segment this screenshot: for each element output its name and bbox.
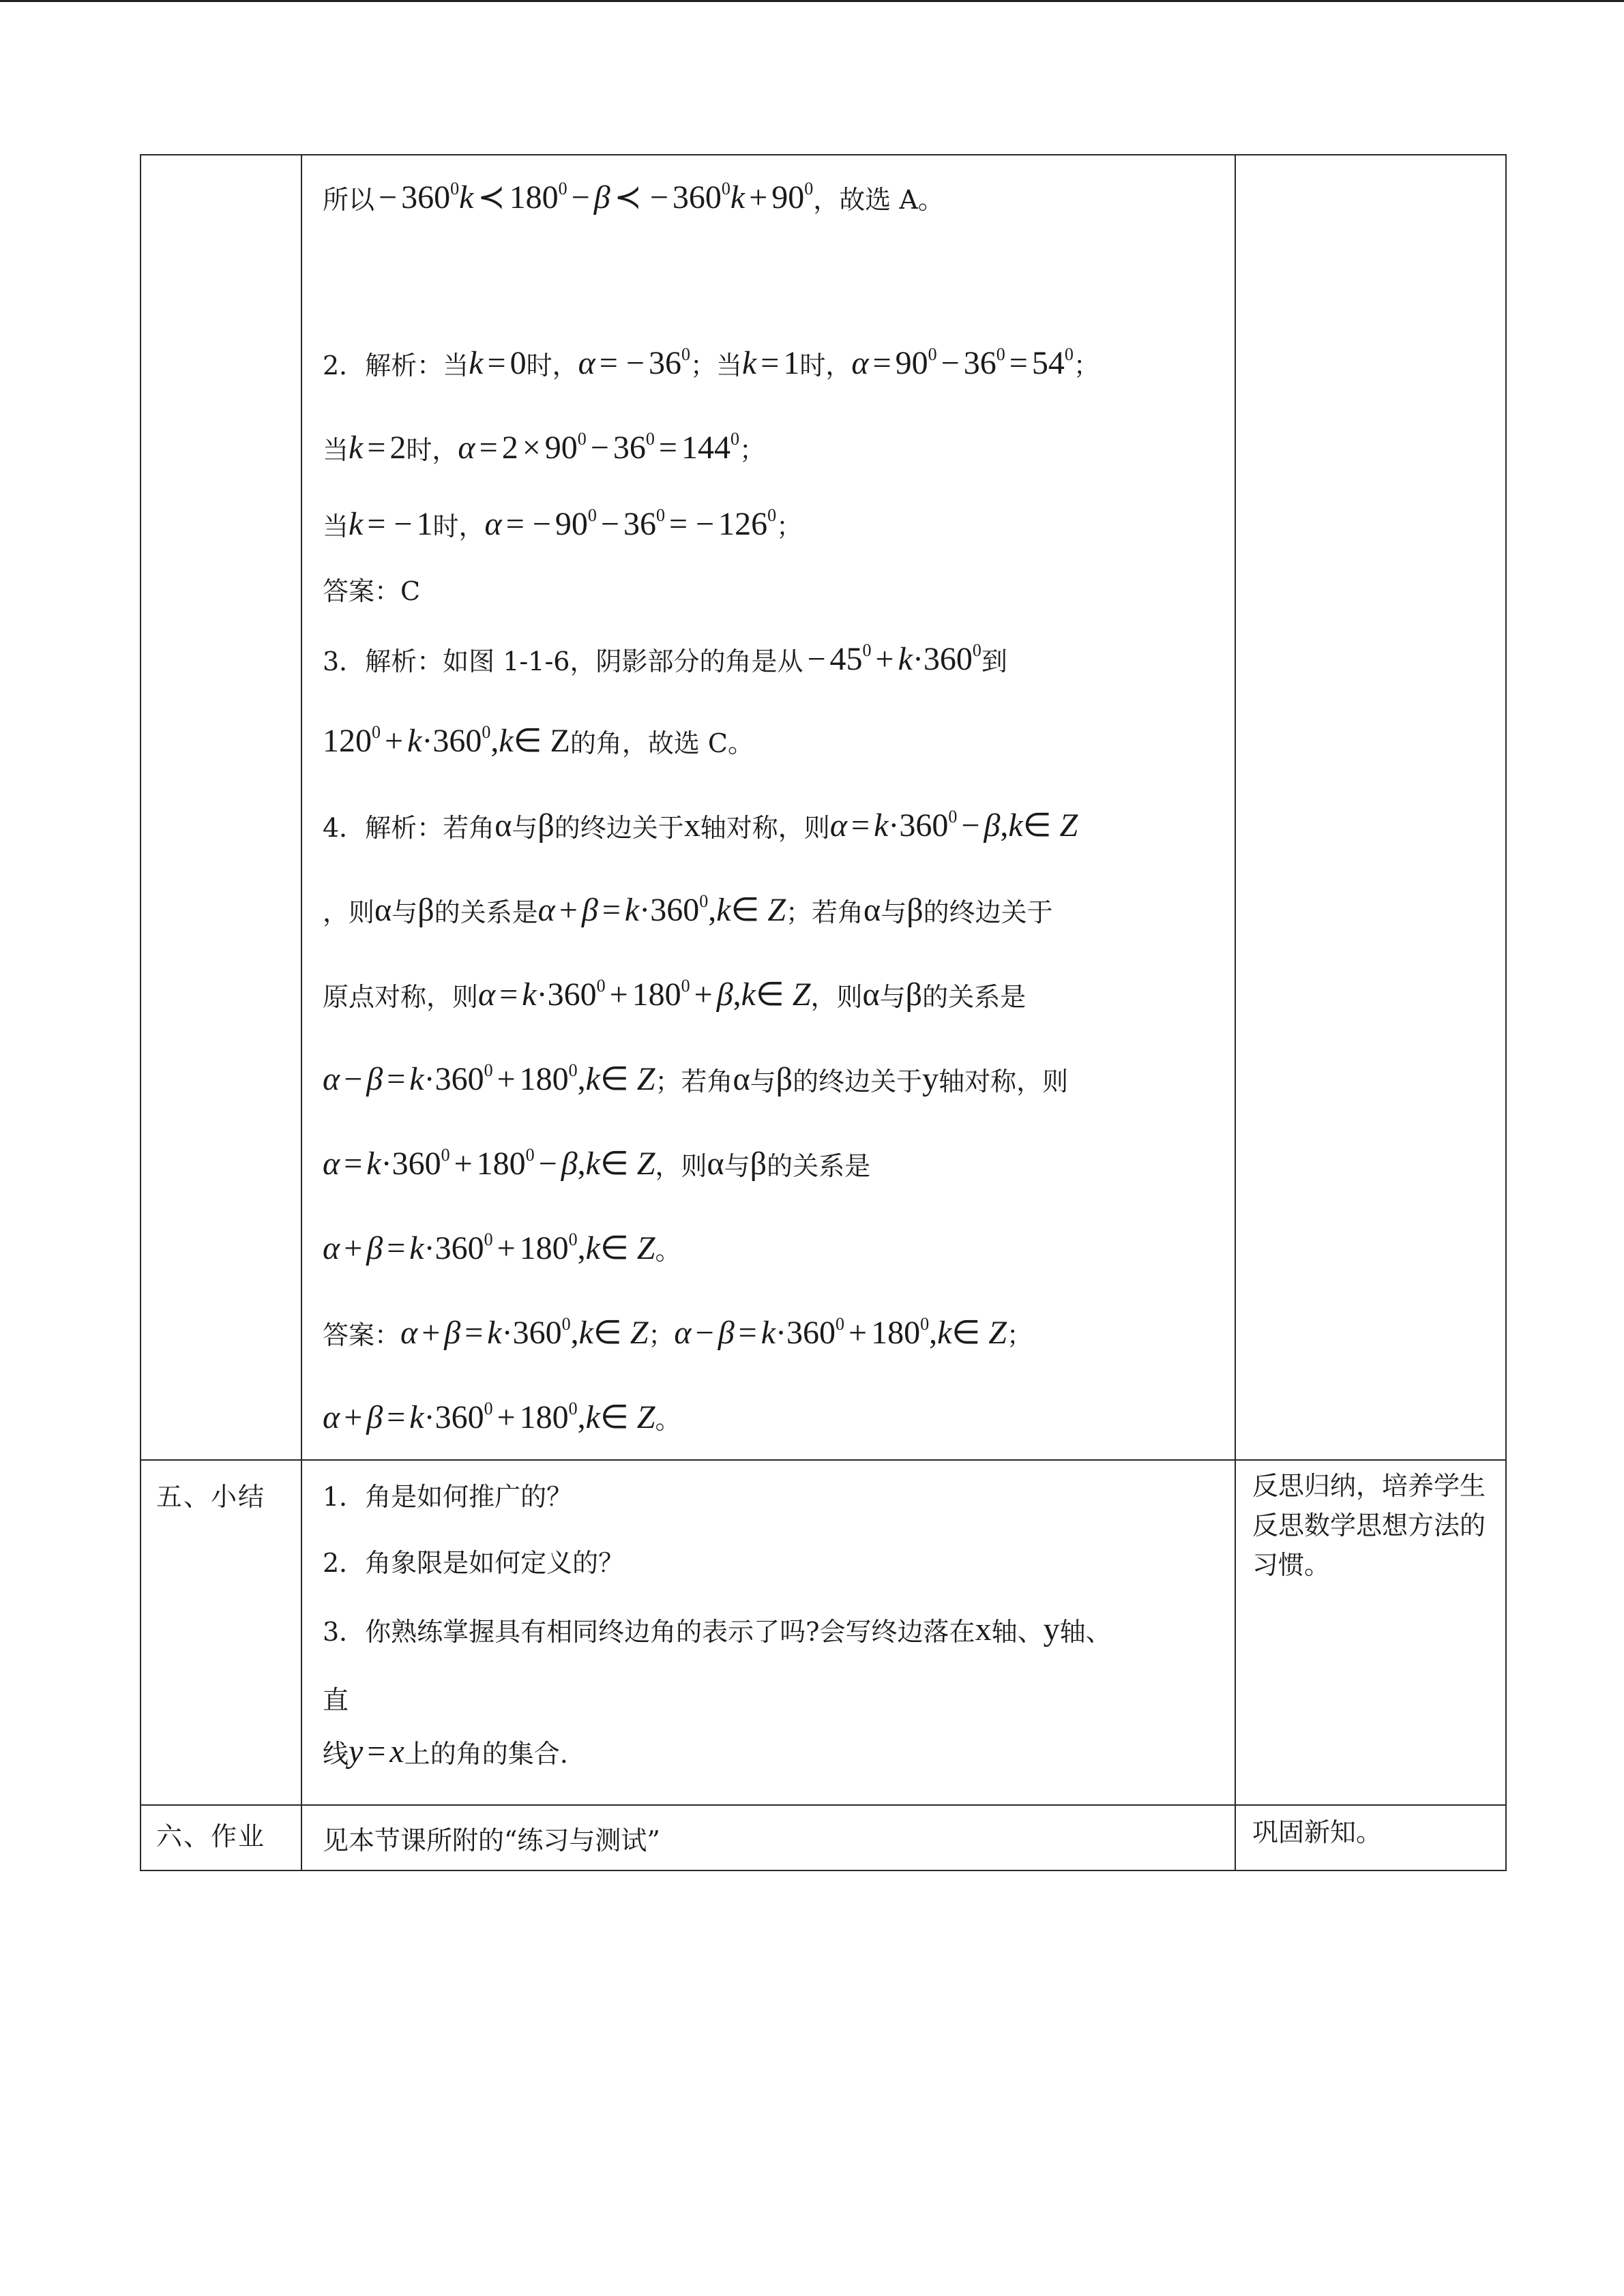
text-line: $\alpha - \beta = k\cdot 360^0$ + $180^0,k\in$ Z ；若角 α 与 β 的终边关于 y 轴对称，则 — [323, 1060, 1069, 1097]
text-line: $\alpha = k\cdot 360^0 + 180^0$ − β,k∈ Z ，则 α 与 β 的关系是 — [323, 1145, 871, 1182]
text-line: 直 — [323, 1684, 349, 1715]
summary-content-cell — [301, 1460, 1235, 1805]
text-line: 线 y = x 上的角的集合. — [323, 1733, 568, 1770]
text-line: 原点对称，则 $\alpha = k\cdot 360^0 + 180^0$ + β,k∈ Z ，则 α 与 β 的关系是 — [323, 976, 1027, 1013]
text-line: 3．解析：如图 1-1-6，阴影部分的角是从 − $45^0 + k\cdot 360^0$ 到 — [323, 640, 1007, 677]
text-line: 3．你熟练掌握具有相同终边角的表示了吗?会写终边落在 x 轴、 y 轴、 — [323, 1611, 1112, 1648]
note-cell — [1235, 155, 1506, 1460]
table-row-homework — [141, 1805, 1506, 1870]
text-line: 2．解析：当 k = 0 时， α = − $36^0$ ；当 k = 1 时， $\alpha = 90^0 - 36^0 = 54^0$ ； — [323, 344, 1099, 381]
answer-line: 答案：C — [323, 576, 421, 606]
text-line: 1．角是如何推广的？ — [323, 1481, 573, 1512]
text-line: 当 k = 2 时， $\alpha = 2 \times 90^0 - 36^0 = 144^0$ ； — [323, 428, 765, 466]
homework-content-cell — [301, 1805, 1235, 1870]
stage-label: 六、作业 — [141, 1805, 301, 1870]
text-line: $120^0$ + $k\cdot 360^0,k\in$ Z 的角，故选 C。 — [323, 722, 754, 759]
text-line: ，则 α 与 β 的关系是 $\alpha + \beta = k\cdot 360^0,k\in$ Z ；若角 α 与 β 的终边关于 — [323, 891, 1053, 928]
stage-label: 五、小结 — [141, 1460, 301, 1805]
answer-line: 答案： $\alpha + \beta = k\cdot 360^0,k\in$ Z ； $\alpha - \beta = k\cdot 360^0$ + $180^0,k\in$ Z ； — [323, 1314, 1033, 1351]
text-line: 见本节课所附的“练习与测试” — [323, 1825, 660, 1855]
text-line: 2．角象限是如何定义的？ — [323, 1547, 625, 1578]
text-line: $\alpha + \beta = k\cdot 360^0$ + $180^0,k\in$ Z 。 — [323, 1229, 681, 1266]
solutions-content-cell — [301, 155, 1235, 1460]
top-border-line — [0, 0, 1624, 2]
answer-line: $\alpha + \beta = k\cdot 360^0$ + $180^0,k\in$ Z 。 — [323, 1399, 681, 1435]
note-cell: 巩固新知。 — [1235, 1805, 1506, 1870]
table-row-summary — [141, 1460, 1506, 1805]
lesson-plan-table — [140, 154, 1507, 1871]
table-row-solutions — [141, 155, 1506, 1460]
stage-cell — [141, 155, 301, 1460]
note-cell: 反思归纳，培养学生反思数学思想方法的习惯。 — [1235, 1460, 1506, 1805]
text-line: 当 k = − 1 时， α = − $90^0 - 36^0$ = − $126^0$ ； — [323, 505, 803, 542]
text-line: 所以 − $360^0k$ ≺ $180^0 - \beta$ ≺ − $360^0k + 90^0$ ，故选 A。 — [323, 179, 944, 215]
text-line: 4．解析：若角 α 与 β 的终边关于 x 轴对称，则 $\alpha = k\cdot 360^0$ − β,k∈ Z — [323, 807, 1078, 844]
